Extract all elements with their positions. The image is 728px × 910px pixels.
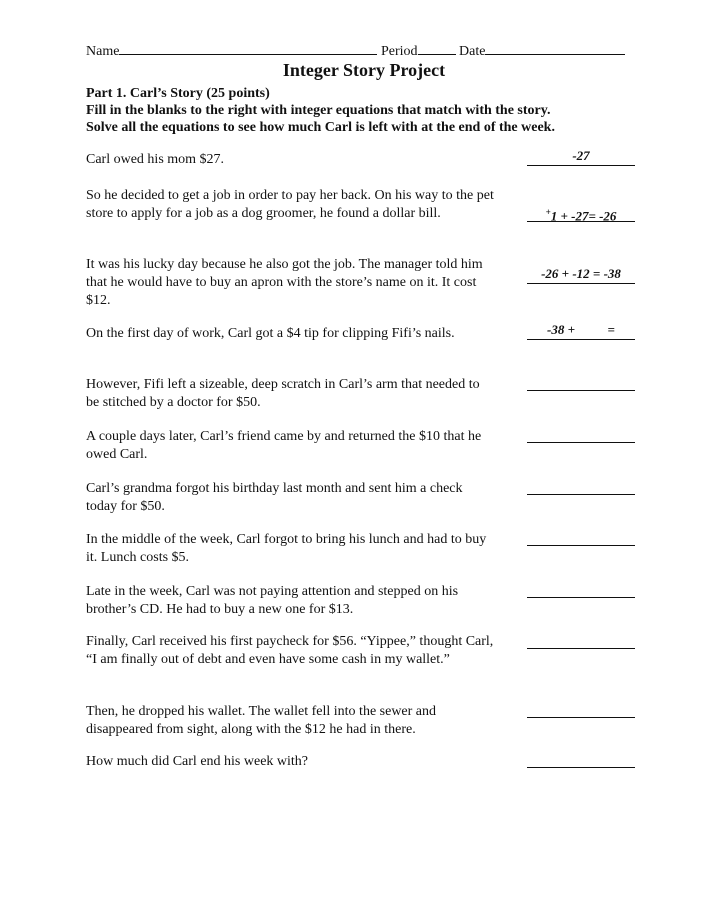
page-title: Integer Story Project xyxy=(282,60,446,80)
name-field[interactable] xyxy=(119,42,377,55)
story-item-7: Carl’s grandma forgot his birthday last month and sent him a check today for $50. xyxy=(86,481,463,514)
date-field[interactable] xyxy=(485,42,625,55)
story-item-9: Late in the week, Carl was not paying attention and stepped on his brother’s CD. He had to buy a new one for $13. xyxy=(86,584,459,617)
name-label: Name xyxy=(86,44,120,59)
instruction-line-1: Fill in the blanks to the right with integer equations that match with the story. xyxy=(86,103,551,118)
story-item-8: In the middle of the week, Carl forgot to bring his lunch and had to buy it. Lunch costs $5. xyxy=(86,532,487,565)
answer-blank-7[interactable] xyxy=(527,476,635,495)
story-item-4: On the first day of work, Carl got a $4 tip for clipping Fifi’s nails. xyxy=(86,326,455,341)
answer-blank-6[interactable] xyxy=(527,424,635,443)
story-item-12: How much did Carl end his week with? xyxy=(86,754,309,769)
story-item-10: Finally, Carl received his first paycheck for $56. “Yippee,” thought Carl, “I am finally out of debt and even have some cash in my wallet.” xyxy=(86,634,494,667)
answer-blank-5[interactable] xyxy=(527,372,635,391)
answer-blank-10[interactable] xyxy=(527,630,635,649)
period-field[interactable] xyxy=(418,42,456,55)
answer-blank-3[interactable]: -26 + -12 = -38 xyxy=(527,265,635,284)
instruction-line-2: Solve all the equations to see how much Carl is left with at the end of the week. xyxy=(86,120,555,135)
date-label: Date xyxy=(459,44,486,59)
answer-blank-2[interactable] xyxy=(527,203,635,222)
story-item-6: A couple days later, Carl’s friend came by and returned the $10 that he owed Carl. xyxy=(86,429,482,462)
part-heading: Part 1. Carl’s Story (25 points) xyxy=(86,86,270,101)
header-line xyxy=(86,42,646,60)
answer-blank-1[interactable]: -27 xyxy=(527,147,635,166)
answer-2-text: 1 + -27= -26 xyxy=(550,208,617,224)
story-item-2: So he decided to get a job in order to pay her back. On his way to the pet store to apply for a job as a dog groomer, he found a dollar bill. xyxy=(86,188,494,221)
story-item-3: It was his lucky day because he also got the job. The manager told him that he would have to buy an apron with the store’s name on it. It cost $12. xyxy=(86,257,483,308)
answer-blank-4[interactable]: -38 + = xyxy=(527,321,635,340)
answer-blank-8[interactable] xyxy=(527,527,635,546)
story-item-5: However, Fifi left a sizeable, deep scratch in Carl’s arm that needed to be stitched by a doctor for $50. xyxy=(86,377,480,410)
answer-2-sign: + xyxy=(545,207,551,217)
period-label: Period xyxy=(380,44,418,59)
part-heading-block xyxy=(86,85,646,136)
answer-blank-12[interactable] xyxy=(527,749,635,768)
story-item-1: Carl owed his mom $27. xyxy=(86,152,225,167)
answer-blank-9[interactable] xyxy=(527,579,635,598)
answer-blank-11[interactable] xyxy=(527,699,635,718)
story-item-11: Then, he dropped his wallet. The wallet fell into the sewer and disappeared from sight, along with the $12 he had in there. xyxy=(86,704,437,737)
